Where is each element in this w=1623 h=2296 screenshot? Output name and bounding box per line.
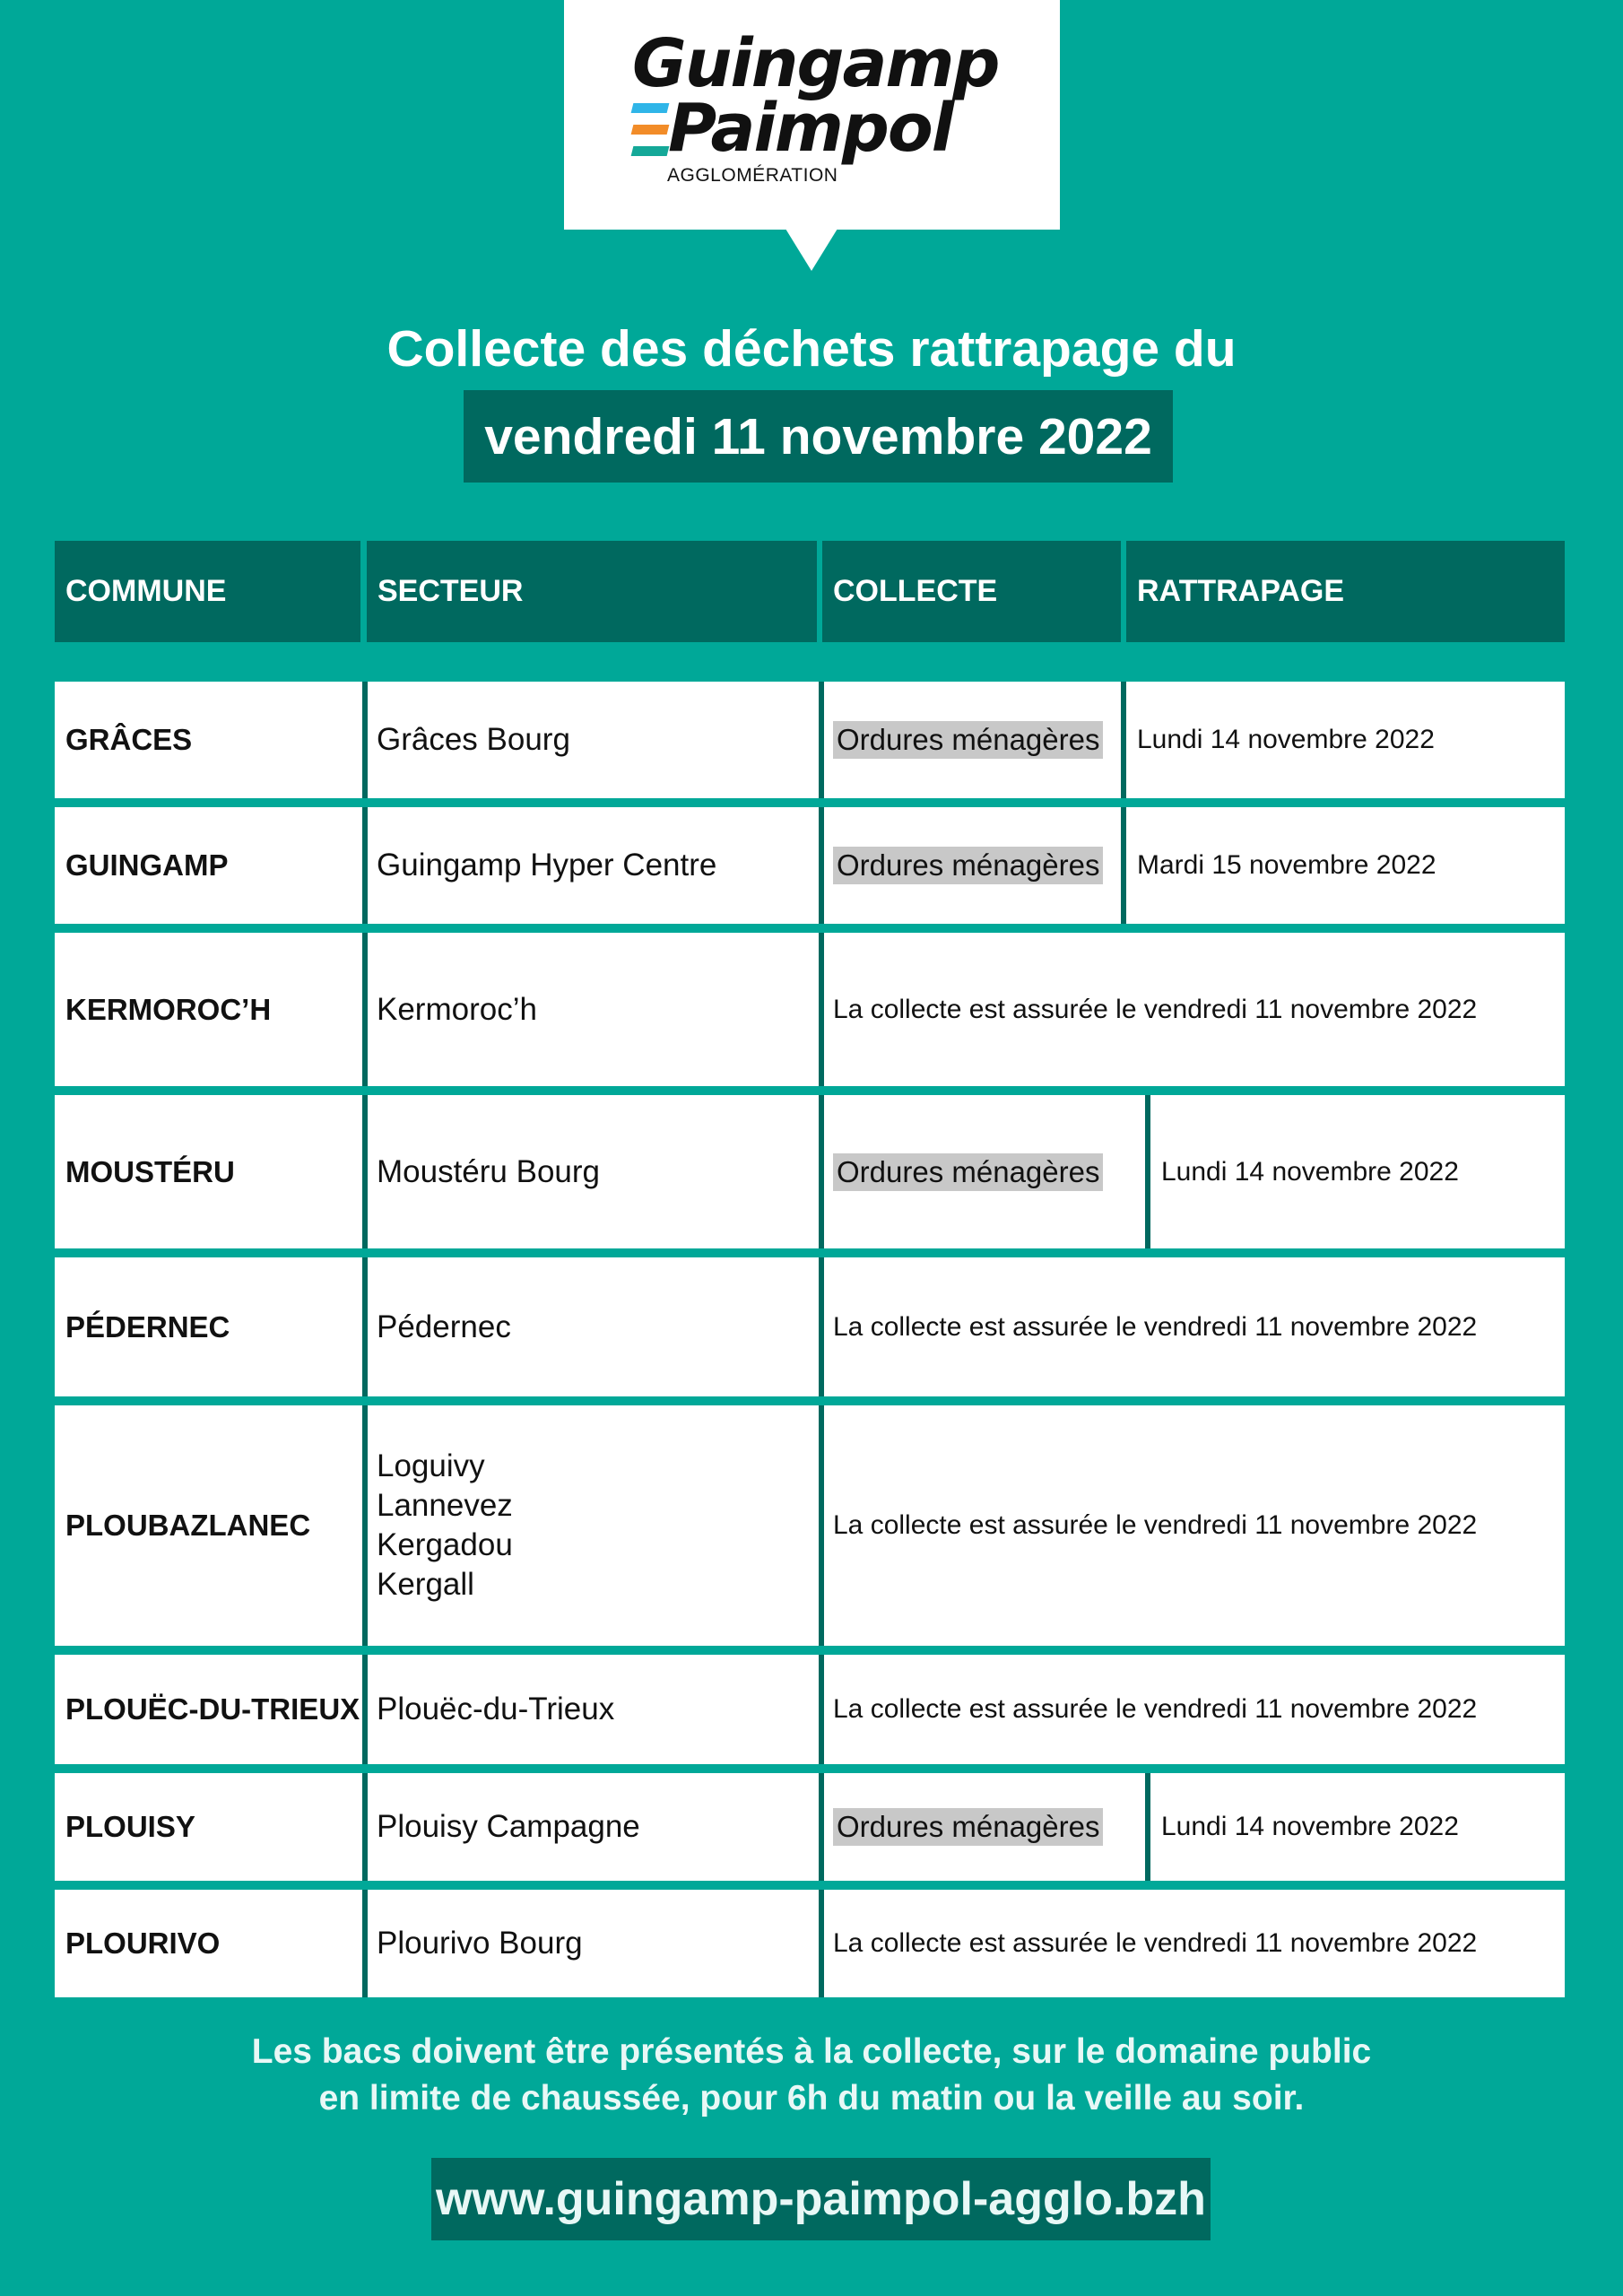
secteur-line: Kergall xyxy=(377,1567,474,1602)
footer-line: Les bacs doivent être présentés à la collecte, sur le domaine public xyxy=(251,2032,1372,2071)
page-title: Collecte des déchets rattrapage du xyxy=(386,320,1237,378)
table-row xyxy=(55,1773,1565,1890)
table-row xyxy=(55,1257,1565,1405)
footer-notice xyxy=(0,2029,1623,2122)
rattrapage-cell: Lundi 14 novembre 2022 xyxy=(1145,1095,1565,1248)
secteur-line: Loguivy xyxy=(377,1448,485,1483)
logo-word-paimpol: Paimpol xyxy=(668,90,953,167)
table-row xyxy=(55,807,1565,933)
collecte-cell xyxy=(819,1773,1145,1881)
commune-cell: GUINGAMP xyxy=(65,848,229,882)
logo-word-guingamp: Guingamp xyxy=(632,25,999,102)
collecte-highlight: Ordures ménagères xyxy=(833,1153,1103,1191)
note-cell: La collecte est assurée le vendredi 11 novembre 2022 xyxy=(819,1257,1565,1396)
logo-stripe-blue xyxy=(631,103,670,113)
secteur-cell: Plouëc-du-Trieux xyxy=(362,1655,819,1764)
secteur-line: Kergadou xyxy=(377,1527,513,1562)
collecte-cell xyxy=(819,682,1121,798)
table-row xyxy=(55,1890,1565,1997)
collecte-cell xyxy=(819,807,1121,924)
secteur-cell: Kermoroc’h xyxy=(362,933,819,1086)
rattrapage-cell: Lundi 14 novembre 2022 xyxy=(1121,682,1565,798)
commune-cell: PLOUËC-DU-TRIEUX xyxy=(65,1692,360,1726)
header-collecte: COLLECTE xyxy=(822,541,1121,642)
commune-cell: PLOUISY xyxy=(65,1810,195,1843)
commune-cell: PLOURIVO xyxy=(65,1926,221,1960)
secteur-cell: Pédernec xyxy=(362,1257,819,1396)
logo-stripe-green xyxy=(631,146,670,156)
schedule-table xyxy=(55,682,1565,1997)
commune-cell: PÉDERNEC xyxy=(65,1309,230,1344)
rattrapage-cell: Mardi 15 novembre 2022 xyxy=(1121,807,1565,924)
collecte-cell xyxy=(819,1095,1145,1248)
commune-cell: KERMOROC’H xyxy=(65,992,272,1026)
secteur-cell: Guingamp Hyper Centre xyxy=(362,807,819,924)
secteur-line: Lannevez xyxy=(377,1488,513,1523)
note-cell: La collecte est assurée le vendredi 11 novembre 2022 xyxy=(819,1405,1565,1646)
commune-cell: MOUSTÉRU xyxy=(65,1154,235,1188)
website-link[interactable]: www.guingamp-paimpol-agglo.bzh xyxy=(431,2158,1211,2240)
secteur-cell xyxy=(362,1405,819,1646)
table-row xyxy=(55,933,1565,1095)
header-rattrapage: RATTRAPAGE xyxy=(1126,541,1565,642)
collecte-highlight: Ordures ménagères xyxy=(833,1808,1103,1846)
footer-line: en limite de chaussée, pour 6h du matin ou la veille au soir. xyxy=(318,2079,1305,2118)
commune-cell: PLOUBAZLANEC xyxy=(65,1509,311,1542)
secteur-cell: Moustéru Bourg xyxy=(362,1095,819,1248)
header-secteur: SECTEUR xyxy=(367,541,817,642)
note-cell: La collecte est assurée le vendredi 11 novembre 2022 xyxy=(819,1655,1565,1764)
table-row xyxy=(55,1095,1565,1257)
commune-cell: GRÂCES xyxy=(65,723,193,756)
note-cell: La collecte est assurée le vendredi 11 novembre 2022 xyxy=(819,933,1565,1086)
table-row xyxy=(55,1655,1565,1773)
table-row xyxy=(55,1405,1565,1655)
collecte-highlight: Ordures ménagères xyxy=(833,721,1103,759)
logo xyxy=(564,0,1060,230)
note-cell: La collecte est assurée le vendredi 11 novembre 2022 xyxy=(819,1890,1565,1997)
table-row xyxy=(55,682,1565,807)
logo-pointer xyxy=(785,229,838,271)
logo-subtitle: AGGLOMÉRATION xyxy=(667,165,838,186)
header-commune: COMMUNE xyxy=(55,541,360,642)
secteur-cell: Grâces Bourg xyxy=(362,682,819,798)
secteur-cell: Plourivo Bourg xyxy=(362,1890,819,1997)
page-title-date: vendredi 11 novembre 2022 xyxy=(464,390,1173,483)
collecte-highlight: Ordures ménagères xyxy=(833,847,1103,884)
rattrapage-cell: Lundi 14 novembre 2022 xyxy=(1145,1773,1565,1881)
secteur-cell: Plouisy Campagne xyxy=(362,1773,819,1881)
logo-stripe-orange xyxy=(631,125,670,135)
